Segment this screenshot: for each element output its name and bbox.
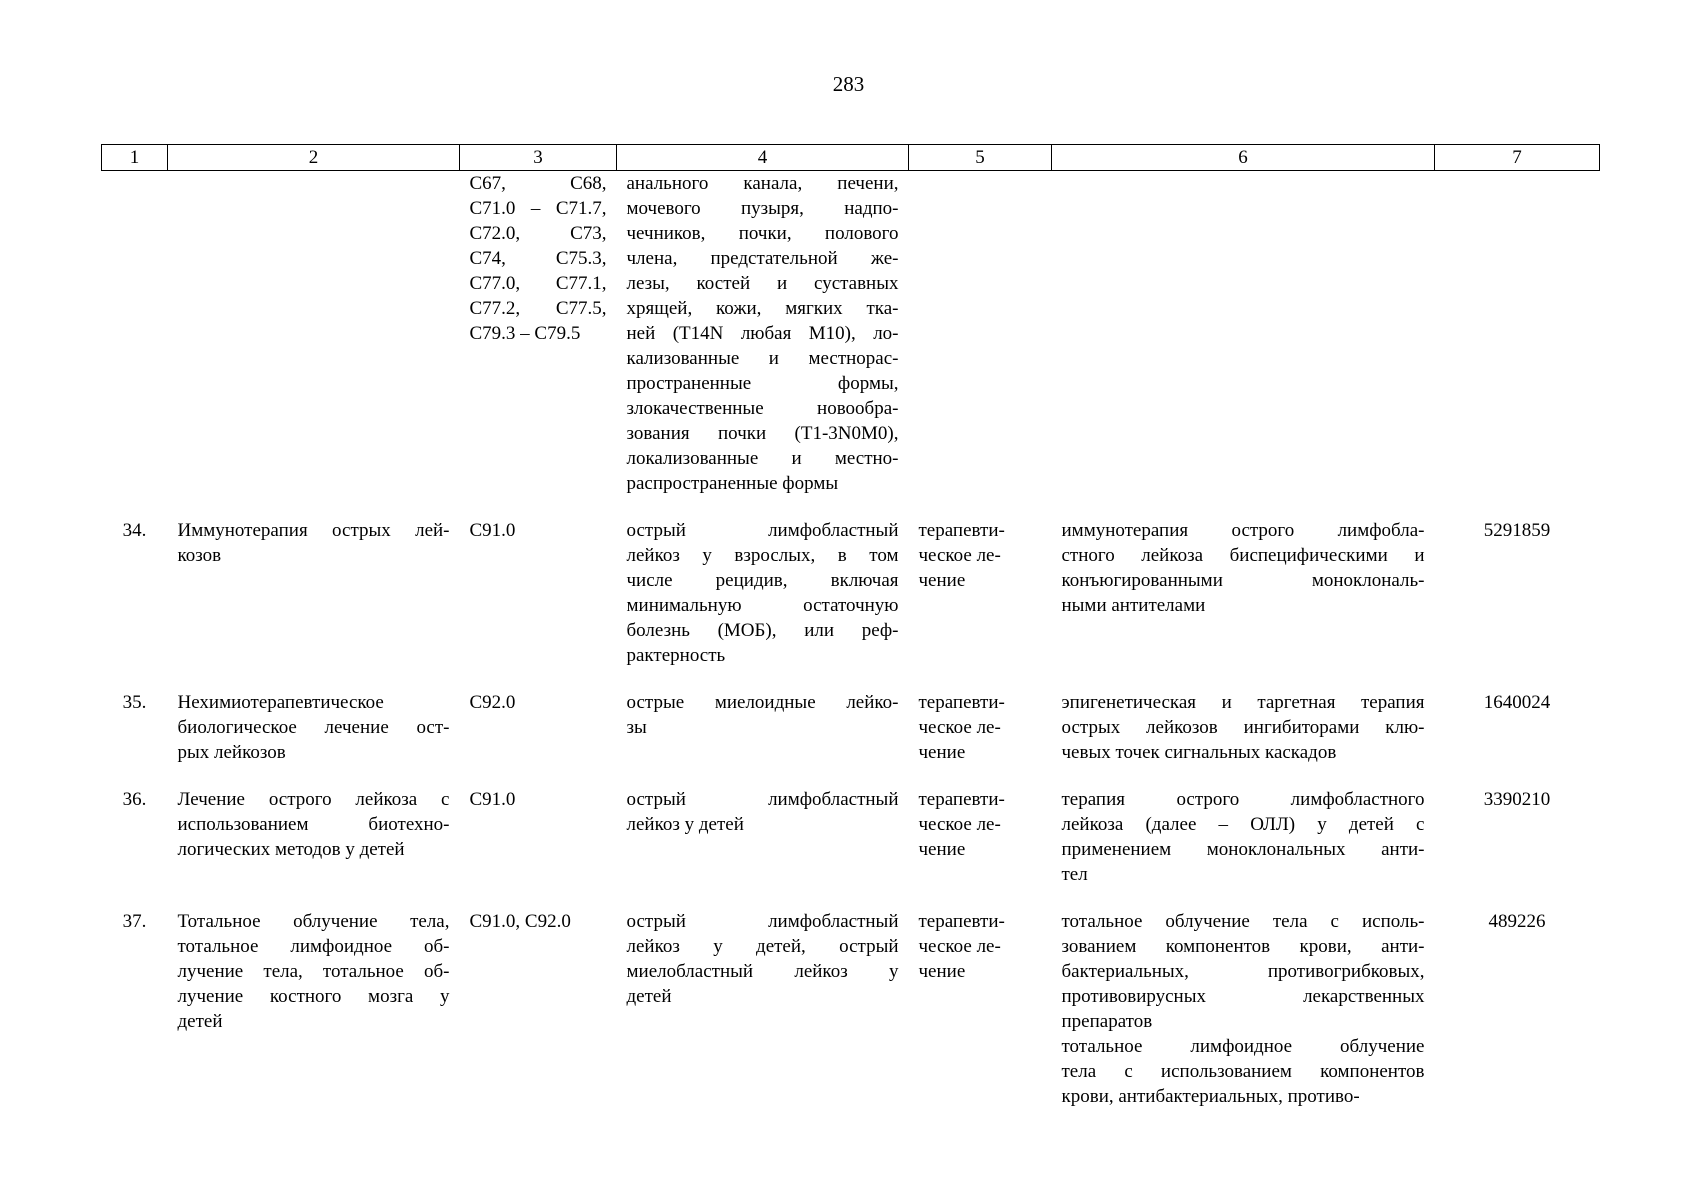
treatment-type-cell [909,518,1052,690]
text-line: тела с использованием компонентов [1061,1061,1425,1082]
text-line: противовирусных лекарственных [1061,986,1425,1007]
text-line: лейкоз у детей [626,814,744,835]
column-number-header [102,145,1600,171]
text-line: использованием биотехно- [177,814,450,835]
text-line: терапевти- [918,692,1005,713]
text-line: болезнь (МОБ), или реф- [626,620,899,641]
text-line: острый лимфобластный [626,789,899,810]
treatment-method-cell [1052,787,1435,909]
treatment-method-cell [1052,690,1435,787]
text-line: тотальное лимфоидное об- [177,936,450,957]
row-number-cell: 37. [122,911,147,932]
text-line: пространенные формы, [626,373,899,394]
text-line: чение [918,742,966,763]
text-line: терапевти- [918,911,1005,932]
text-line: лучение тела, тотальное об- [177,961,450,982]
column-header: 2 [168,145,460,171]
text-line: терапевти- [918,789,1005,810]
patient-model-cell [617,909,909,1131]
text-line: С77.0, С77.1, [469,273,607,294]
text-line: С74, С75.3, [469,248,607,269]
text-line: логических методов у детей [177,839,405,860]
diagnosis-codes-cell: С91.0 [469,789,516,810]
column-header: 7 [1435,145,1600,171]
text-line: рых лейкозов [177,742,286,763]
text-line: чевых точек сигнальных каскадов [1061,742,1337,763]
cost-cell [1435,171,1600,519]
row-number-cell [102,171,168,519]
text-line: лезы, костей и суставных [626,273,899,294]
text-line: Тотальное облучение тела, [177,911,450,932]
text-line: ными антителами [1061,595,1206,616]
treatment-type-cell [909,909,1052,1131]
text-line: С77.2, С77.5, [469,298,607,319]
text-line: Иммунотерапия острых лей- [177,520,450,541]
text-line: С71.0 – С71.7, [469,198,607,219]
text-line: ческое ле- [918,545,1001,566]
text-line: препаратов [1061,1011,1153,1032]
patient-model-cell [617,518,909,690]
text-line: Нехимиотерапевтическое [177,692,384,713]
text-line: детей [177,1011,223,1032]
text-line: С72.0, С73, [469,223,607,244]
row-number-cell: 34. [122,520,147,541]
text-line: стного лейкоза биспецифическими и [1061,545,1425,566]
text-line: конъюгированными моноклональ- [1061,570,1425,591]
procedure-name-cell [168,909,460,1131]
text-line: чение [918,570,966,591]
column-header: 5 [909,145,1052,171]
text-line: острый лимфобластный [626,520,899,541]
text-line: ческое ле- [918,814,1001,835]
text-line: миелобластный лейкоз у [626,961,899,982]
text-line: распространенные формы [626,473,839,494]
text-line: ческое ле- [918,717,1001,738]
diagnosis-codes-cell: С92.0 [469,692,516,713]
text-line: минимальную остаточную [626,595,899,616]
page-number: 283 [832,72,865,96]
text-line: крови, антибактериальных, противо- [1061,1086,1360,1107]
procedure-name-cell [168,690,460,787]
text-line: тотальное лимфоидное облучение [1061,1036,1425,1057]
text-line: числе рецидив, включая [626,570,899,591]
patient-model-cell [617,171,909,519]
patient-model-cell [617,690,909,787]
diagnosis-codes-cell [460,171,617,519]
text-line: тотальное облучение тела с исполь- [1061,911,1425,932]
treatment-type-cell [909,690,1052,787]
table-row [102,518,1600,690]
patient-model-cell [617,787,909,909]
text-line: зы [626,717,647,738]
text-line: козов [177,545,222,566]
treatment-type-cell [909,171,1052,519]
text-line: лучение костного мозга у [177,986,450,1007]
text-line: чечников, почки, полового [626,223,899,244]
text-line: бактериальных, противогрибковых, [1061,961,1425,982]
cost-cell: 1640024 [1483,692,1551,713]
text-line: зованием компонентов крови, анти- [1061,936,1425,957]
text-line: локализованные и местно- [626,448,899,469]
text-line: хрящей, кожи, мягких тка- [626,298,899,319]
column-header: 1 [102,145,168,171]
treatment-method-cell [1052,518,1435,690]
text-line: детей [626,986,672,1007]
procedure-name-cell [168,171,460,519]
text-line: терапевти- [918,520,1005,541]
text-line: чение [918,961,966,982]
text-line: тел [1061,864,1088,885]
cost-cell: 5291859 [1483,520,1551,541]
text-line: рактерность [626,645,726,666]
column-header: 3 [460,145,617,171]
table-row [102,690,1600,787]
text-line: острые миелоидные лейко- [626,692,899,713]
diagnosis-codes-cell: С91.0, С92.0 [469,911,571,932]
text-line: острых лейкозов ингибиторами клю- [1061,717,1425,738]
text-line: мочевого пузыря, надпо- [626,198,899,219]
cost-cell: 489226 [1488,911,1546,932]
continuation-row [102,171,1600,519]
medical-care-table [101,144,1600,1131]
text-line: члена, предстательной же- [626,248,899,269]
treatment-method-cell [1052,909,1435,1131]
text-line: кализованные и местнорас- [626,348,899,369]
row-number-cell: 35. [122,692,147,713]
treatment-method-cell [1052,171,1435,519]
procedure-name-cell [168,518,460,690]
diagnosis-codes-cell: С91.0 [469,520,516,541]
text-line: биологическое лечение ост- [177,717,450,738]
text-line: лейкоз у взрослых, в том [626,545,899,566]
treatment-type-cell [909,787,1052,909]
text-line: эпигенетическая и таргетная терапия [1061,692,1425,713]
text-line: Лечение острого лейкоза с [177,789,450,810]
cost-cell: 3390210 [1483,789,1551,810]
text-line: терапия острого лимфобластного [1061,789,1425,810]
text-line: ческое ле- [918,936,1001,957]
text-line: чение [918,839,966,860]
text-line: ней (Т14N любая M10), ло- [626,323,899,344]
text-line: С79.3 – С79.5 [469,323,581,344]
text-line: лейкоза (далее – ОЛЛ) у детей с [1061,814,1425,835]
text-line: анального канала, печени, [626,173,899,194]
text-line: С67, С68, [469,173,607,194]
row-number-cell: 36. [122,789,147,810]
procedure-name-cell [168,787,460,909]
column-header: 6 [1052,145,1435,171]
text-line: иммунотерапия острого лимфобла- [1061,520,1425,541]
text-line: лейкоз у детей, острый [626,936,899,957]
text-line: злокачественные новообра- [626,398,899,419]
column-header: 4 [617,145,909,171]
table-row [102,909,1600,1131]
text-line: зования почки (Т1-3N0M0), [626,423,899,444]
text-line: применением моноклональных анти- [1061,839,1425,860]
table-row [102,787,1600,909]
text-line: острый лимфобластный [626,911,899,932]
